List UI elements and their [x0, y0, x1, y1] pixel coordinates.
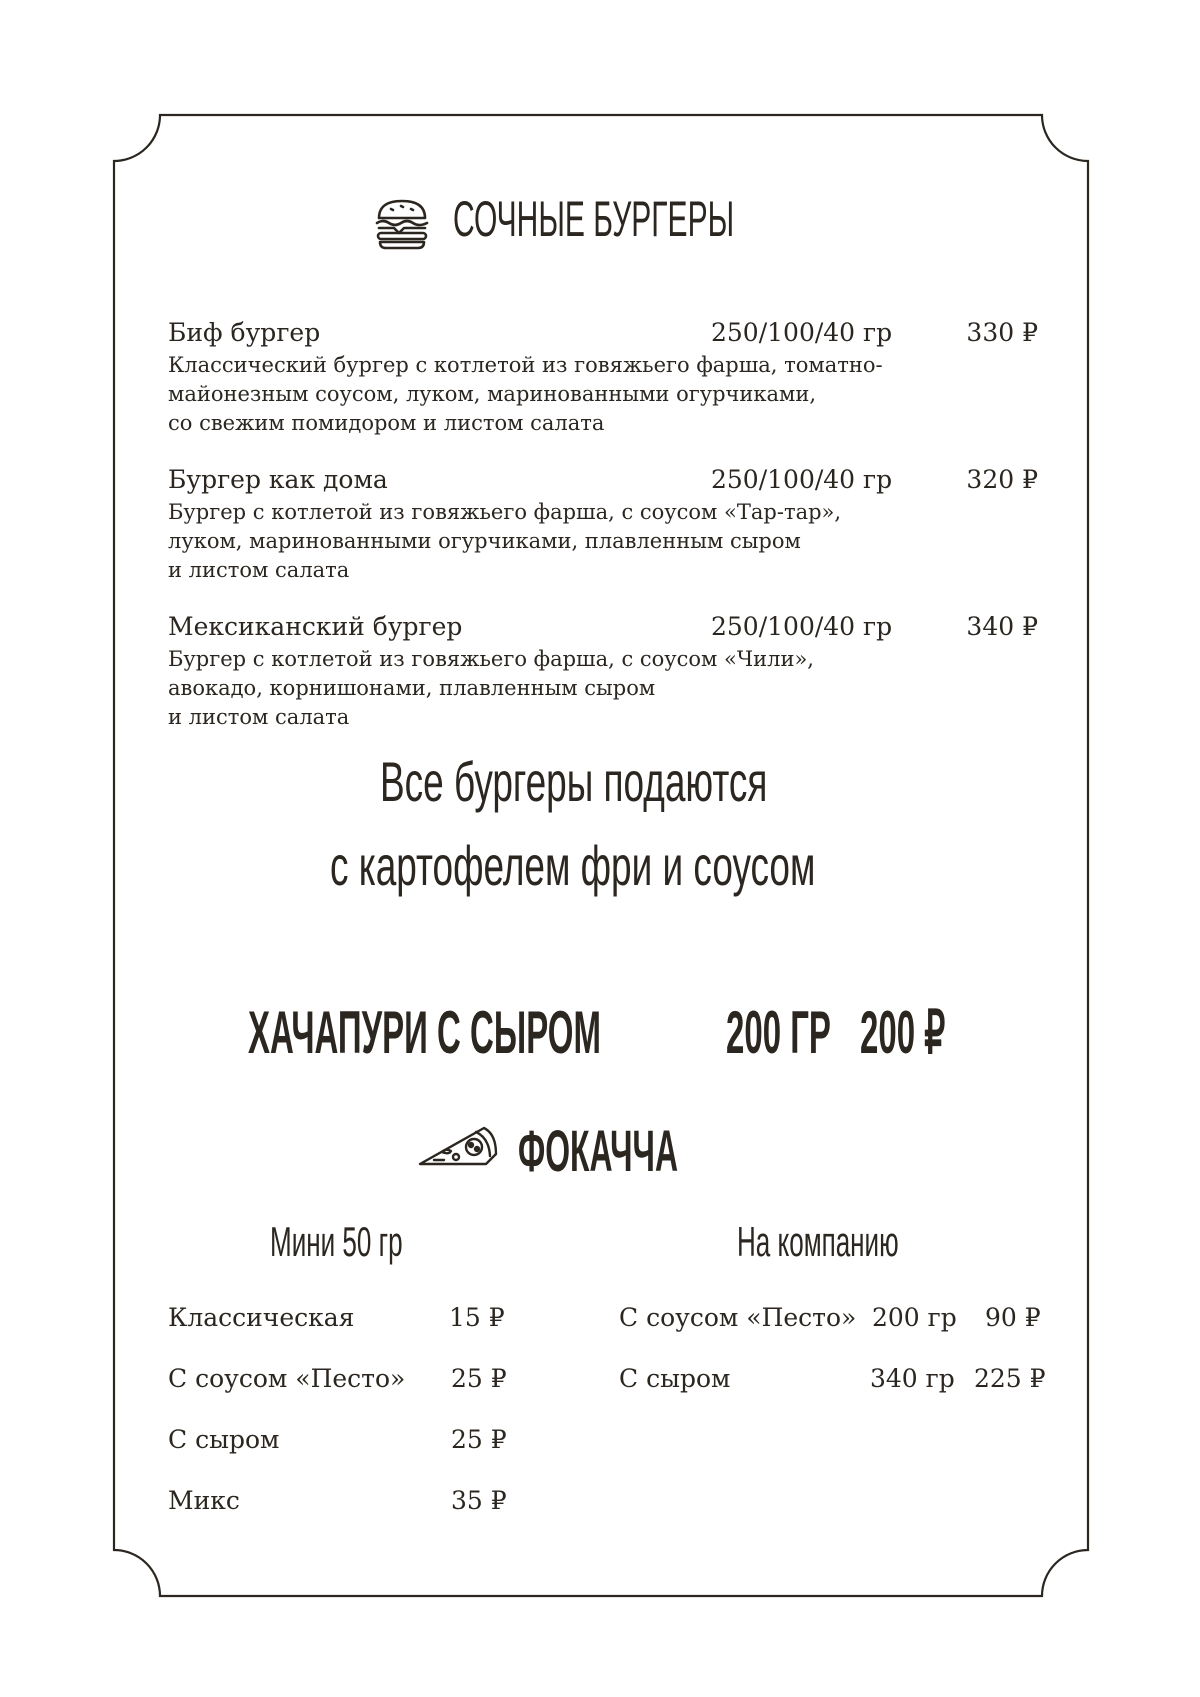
focaccia-company-item-price: 90 ₽	[985, 1303, 1041, 1332]
menu-item-beef-burger	[168, 318, 1038, 448]
focaccia-company-header: На компанию	[737, 1218, 899, 1265]
item-name: С соусом «Песто»	[168, 1364, 406, 1393]
item-description: Классический бургер с котлетой из говяжьего фарша, томатно- майонезным соусом, луком, маринованными огурчиками, со свежим помидором и листом салата	[168, 353, 883, 435]
item-name: Классическая	[168, 1303, 355, 1332]
pizza-slice-icon	[416, 1120, 500, 1170]
burger-icon	[374, 198, 430, 250]
item-weight: 250/100/40 гр	[711, 612, 893, 641]
burgers-serving-note-line-2: с картофелем фри и соусом	[330, 834, 816, 897]
section-title-focaccia: ФОКАЧЧА	[518, 1119, 678, 1184]
khachapuri-price: 200 ₽	[860, 999, 946, 1066]
focaccia-mini-price: 35 ₽	[451, 1486, 507, 1515]
focaccia-mini-price: 15 ₽	[449, 1303, 505, 1332]
focaccia-mini-item	[168, 1364, 405, 1393]
focaccia-company-item-weight: 340 гр	[870, 1364, 955, 1393]
item-weight: 250/100/40 гр	[711, 465, 893, 494]
item-price: 320 ₽	[966, 465, 1038, 494]
focaccia-company-item-weight: 200 гр	[872, 1303, 957, 1332]
focaccia-mini-item	[168, 1486, 240, 1515]
section-title-burgers: СОЧНЫЕ БУРГЕРЫ	[453, 191, 735, 247]
item-name: Мексиканский бургер	[168, 612, 463, 641]
focaccia-company-item-price: 225 ₽	[974, 1364, 1046, 1393]
menu-item-home-burger	[168, 465, 1038, 595]
focaccia-mini-price: 25 ₽	[451, 1425, 507, 1454]
focaccia-mini-header: Мини 50 гр	[270, 1218, 403, 1265]
item-price: 330 ₽	[966, 318, 1038, 347]
khachapuri-name: ХАЧАПУРИ С СЫРОМ	[248, 999, 601, 1066]
item-name: Микс	[168, 1486, 240, 1515]
item-price: 340 ₽	[966, 612, 1038, 641]
focaccia-mini-item	[168, 1303, 354, 1332]
item-name: С сыром	[168, 1425, 280, 1454]
burgers-serving-note-line-1: Все бургеры подаются	[380, 750, 768, 813]
item-name: Бургер как дома	[168, 465, 388, 494]
item-description: Бургер с котлетой из говяжьего фарша, с соусом «Чили», авокадо, корнишонами, плавленным сыром и листом салата	[168, 647, 814, 729]
item-description: Бургер с котлетой из говяжьего фарша, с соусом «Тар-тар», луком, маринованными огурчиками, плавленным сыром и листом салата	[168, 500, 842, 582]
focaccia-mini-item	[168, 1425, 279, 1454]
focaccia-company-item-name: С соусом «Песто»	[619, 1303, 857, 1332]
menu-item-mexican-burger	[168, 612, 1038, 742]
khachapuri-weight: 200 ГР	[726, 999, 831, 1066]
focaccia-company-item-name: С сыром	[619, 1364, 731, 1393]
item-name: Биф бургер	[168, 318, 321, 347]
focaccia-mini-price: 25 ₽	[451, 1364, 507, 1393]
item-weight: 250/100/40 гр	[711, 318, 893, 347]
